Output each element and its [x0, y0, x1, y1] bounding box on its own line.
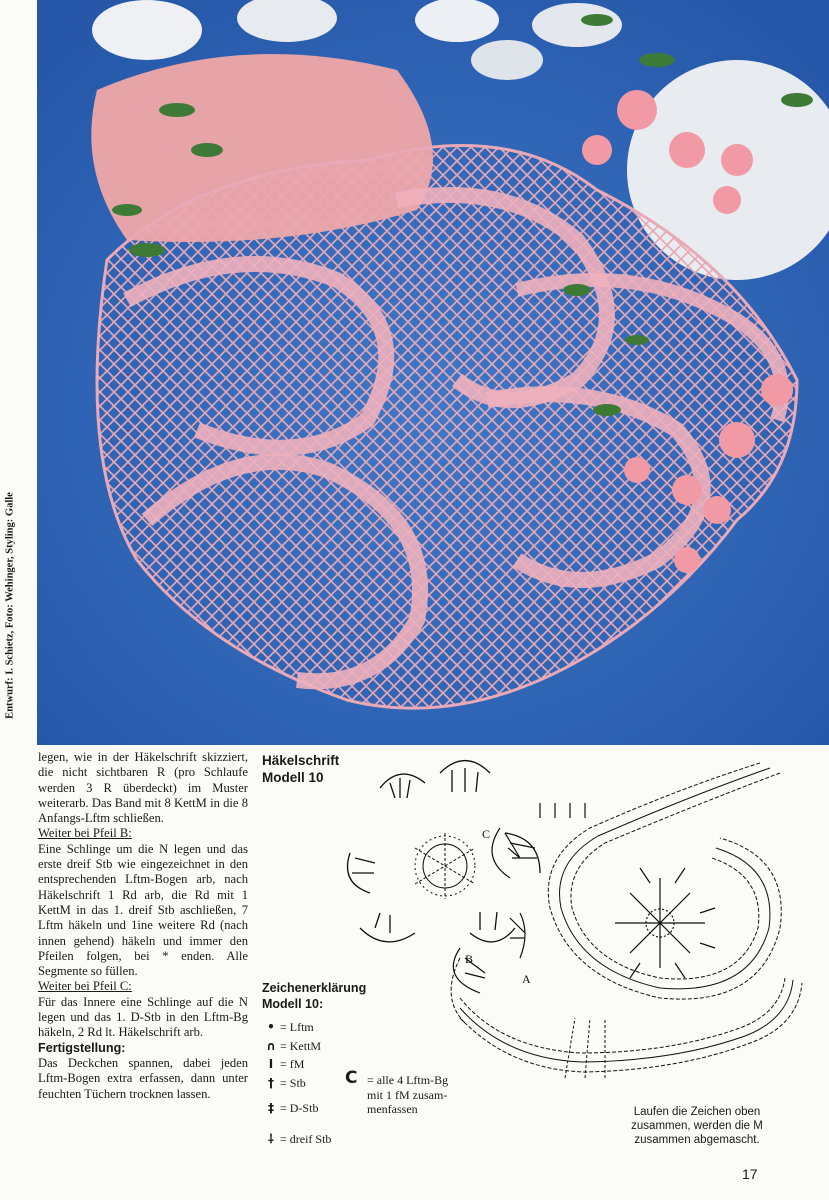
- instructions-column: [38, 750, 248, 1102]
- legend-combine-line2: mit 1 fM zusam-: [367, 1087, 448, 1102]
- diagram-label-b: B: [465, 952, 474, 966]
- chain-stitch-symbol: •: [267, 1020, 275, 1034]
- heading-pfeil-c: Weiter bei Pfeil C:: [38, 979, 132, 994]
- diagram-label-c: C: [482, 827, 491, 841]
- instructions-paragraph-1: legen, wie in der Häkelschrift skizziert, die nicht sichtbaren R (pro Schlaufe werden 3 R überdeckt) im Muster weiterarb. Das Band mit 8 KettM in die 8 Anfangs-Lftm schließen.: [38, 750, 248, 826]
- legend-item-label: = Lftm: [280, 1020, 314, 1034]
- crochet-chart: [340, 748, 810, 1098]
- single-crochet-symbol: I: [268, 1057, 274, 1071]
- band-spiral: [451, 763, 802, 1078]
- legend-title-text: Zeichenerklärung: [262, 981, 367, 995]
- legend-combine-line1: = alle 4 Lftm-Bg: [367, 1073, 449, 1087]
- instructions-paragraph-4: Das Deckchen spannen, dabei jeden Lftm-Bogen extra erfassen, dann unter feuchten Tüchern trocknen lassen.: [38, 1055, 248, 1101]
- legend-combine: [345, 1068, 449, 1117]
- diagram-label-a: A: [522, 972, 531, 986]
- treble-crochet-symbol: ‡: [268, 1101, 274, 1115]
- legend-title: [262, 980, 366, 1012]
- heading-pfeil-b: Weiter bei Pfeil B:: [38, 826, 132, 841]
- double-crochet-symbol: †: [268, 1076, 274, 1090]
- legend-combine-line3: menfassen: [367, 1102, 418, 1116]
- legend-item-label: = dreif Stb: [280, 1132, 332, 1146]
- legend-item-label: = D-Stb: [280, 1101, 319, 1115]
- legend-item: [262, 1130, 331, 1147]
- inner-star: [615, 868, 715, 978]
- instructions-paragraph-3: Für das Innere eine Schlinge auf die N legen und das 1. D-Stb in den Lftm-Bg häkeln, 2 Rd lt. Häkelschrift arb.: [38, 994, 248, 1040]
- diagram-title: [262, 752, 339, 786]
- slip-stitch-symbol: ∩: [266, 1039, 276, 1053]
- legend-item: [262, 1076, 306, 1091]
- legend-item: [262, 1101, 318, 1116]
- instructions-paragraph-2: Eine Schlinge um die N legen und das erste dreif Stb wie eingezeichnet in den entsprechenden Lftm-Bogen arb, nach Häkelschrift 1 Rd arb, die Rd mit 1 KettM in das 1. dreif Stb aschließen, 7 Lftm häkeln und 1ine weitere Rd (nach innen gehend) häkeln und immer den Pfeilen folgen, bei * enden. Alle Segmente so füllen.: [38, 841, 248, 979]
- legend-item-label: = KettM: [280, 1039, 322, 1053]
- diagram-model: Modell 10: [262, 770, 324, 785]
- legend-item: [262, 1039, 321, 1054]
- legend-item: [262, 1020, 314, 1035]
- legend-item-label: = Stb: [280, 1076, 306, 1090]
- legend-model: Modell 10:: [262, 997, 324, 1011]
- photo-credit: [0, 470, 20, 750]
- legend-item: [262, 1057, 304, 1072]
- page-number: 17: [742, 1166, 758, 1182]
- credit-text: Entwurf: I. Schietz, Foto: Wehinger, Styling: Galle: [4, 492, 16, 719]
- triple-crochet-symbol: ⸸: [268, 1132, 274, 1146]
- doily-photo: [37, 0, 829, 745]
- legend-item-label: = fM: [280, 1057, 305, 1071]
- diagram-title-text: Häkelschrift: [262, 753, 340, 768]
- diagram-note: Laufen die Zeichen oben zusammen, werden die M zusammen abgemascht.: [631, 1106, 763, 1146]
- heading-fertigstellung: Fertigstellung:: [38, 1040, 126, 1055]
- combine-arrow-icon: C: [345, 1068, 358, 1088]
- shell-fans: [453, 803, 585, 993]
